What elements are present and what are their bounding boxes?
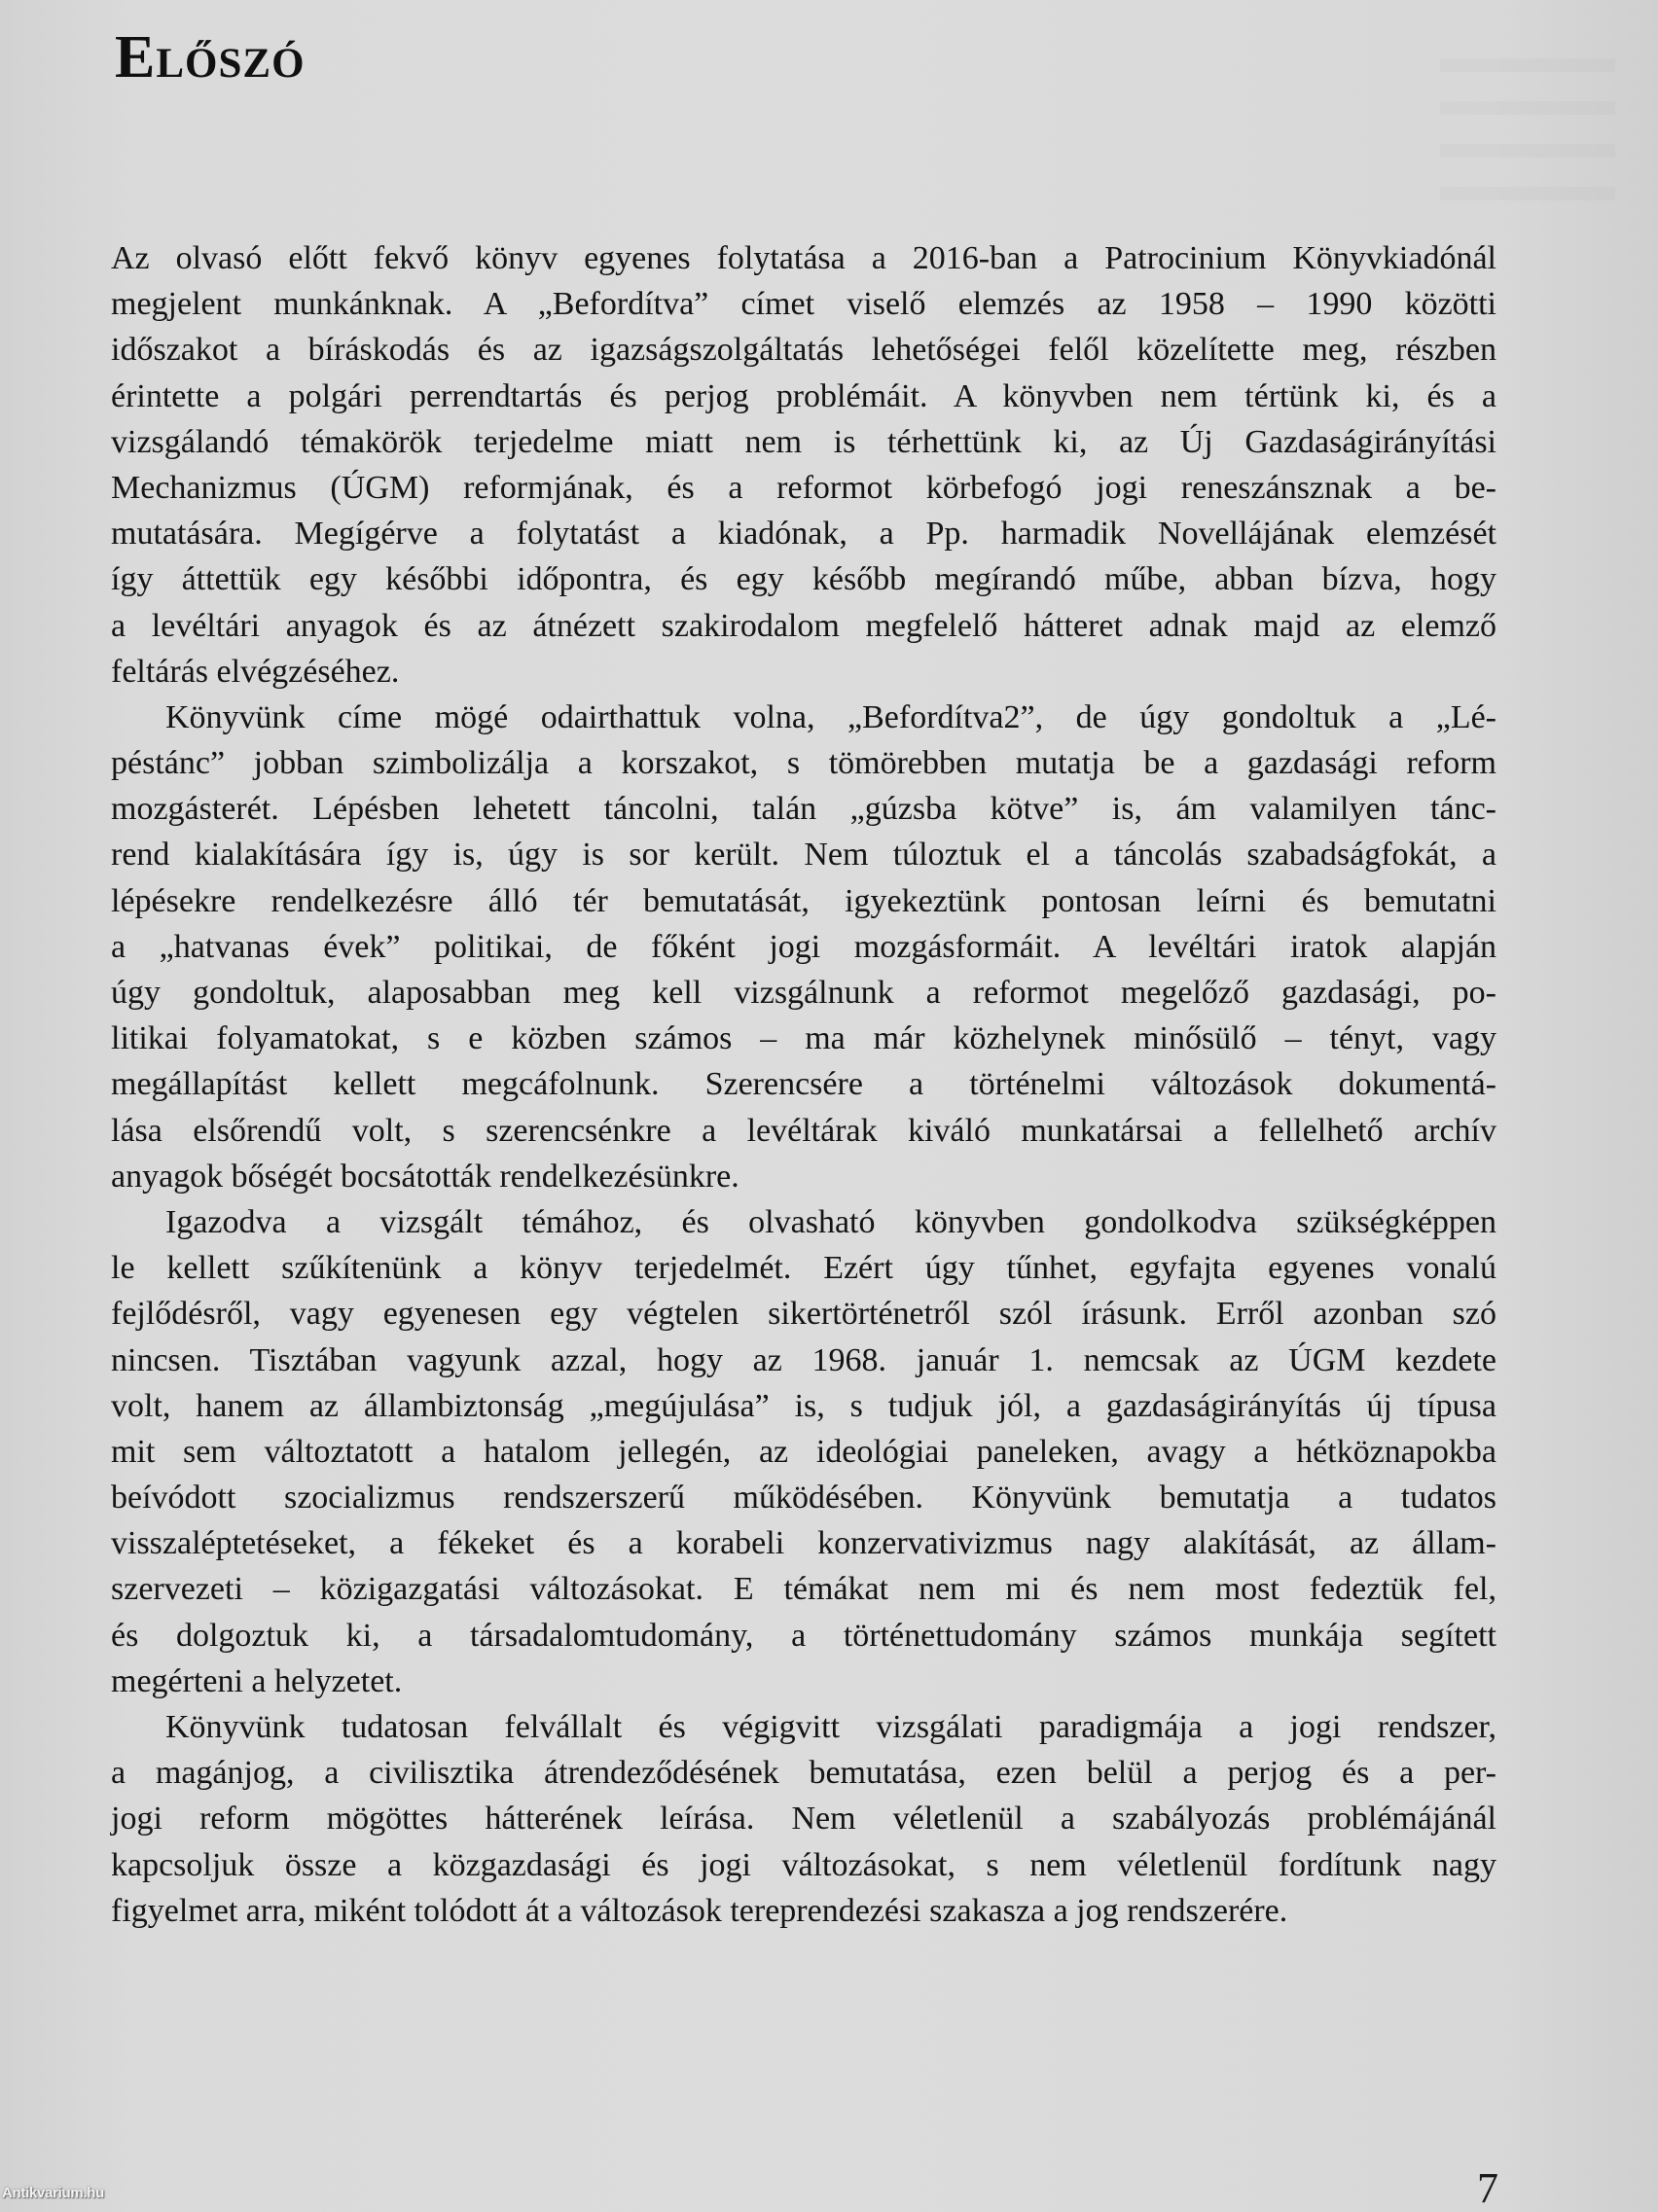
bleed-through-text	[1440, 29, 1615, 224]
text-line: Mechanizmus (ÚGM) reformjának, és a reformot körbefogó jogi reneszánsznak a be-	[111, 469, 1496, 506]
text-line: megállapítást kellett megcáfolnunk. Szerencsére a történelmi változások dokumentá-	[111, 1066, 1496, 1103]
text-line: mutatására. Megígérve a folytatást a kiadónak, a Pp. harmadik Novellájának elemzését	[111, 516, 1496, 553]
text-line: Igazodva a vizsgált témához, és olvasható könyvben gondolkodva szükségképpen	[165, 1203, 1496, 1240]
text-line: litikai folyamatokat, s e közben számos – ma már közhelynek minősülő – tényt, vagy	[111, 1020, 1496, 1057]
text-line: visszaléptetéseket, a fékeket és a korabeli konzervativizmus nagy alakítását, az állam-	[111, 1525, 1496, 1562]
text-line: mozgásterét. Lépésben lehetett táncolni, talán „gúzsba kötve” is, ám valamilyen tánc-	[111, 791, 1496, 828]
paragraph	[111, 1704, 1496, 1934]
chapter-heading: Előszó	[115, 24, 306, 90]
text-line: jogi reform mögöttes hátterének leírása. Nem véletlenül a szabályozás problémájánál	[111, 1801, 1496, 1837]
text-line: lása elsőrendű volt, s szerencsénkre a levéltárak kiváló munkatársai a fellelhető archív	[111, 1112, 1496, 1149]
text-line: Az olvasó előtt fekvő könyv egyenes folytatása a 2016-ban a Patrocinium Könyvkiadónál	[111, 240, 1496, 276]
text-line: a magánjog, a civilisztika átrendeződésének bemutatása, ezen belül a perjog és a per-	[111, 1755, 1496, 1792]
text-line: Könyvünk tudatosan felvállalt és végigvitt vizsgálati paradigmája a jogi rendszer,	[165, 1709, 1496, 1745]
text-line: figyelmet arra, miként tolódott át a változások tereprendezési szakasza a jog rendszerére.	[111, 1892, 1288, 1929]
text-line: péstánc” jobban szimbolizálja a korszakot, s tömörebben mutatja be a gazdasági reform	[111, 745, 1496, 782]
text-line: időszakot a bíráskodás és az igazságszolgáltatás lehetőségei felől közelítette meg, részben	[111, 332, 1496, 369]
text-line: beívódott szocializmus rendszerszerű működésében. Könyvünk bemutatja a tudatos	[111, 1480, 1496, 1516]
text-line: kapcsoljuk össze a közgazdasági és jogi változásokat, s nem véletlenül fordítunk nagy	[111, 1846, 1496, 1883]
text-line: és dolgoztuk ki, a társadalomtudomány, a történettudomány számos munkája segített	[111, 1617, 1496, 1654]
text-line: a levéltári anyagok és az átnézett szakirodalom megfelelő hátteret adnak majd az elemző	[111, 607, 1496, 644]
text-line: érintette a polgári perrendtartás és perjog problémáit. A könyvben nem tértünk ki, és a	[111, 377, 1496, 414]
text-line: rend kialakítására így is, úgy is sor került. Nem túloztuk el a táncolás szabadságfokát, a	[111, 837, 1496, 874]
paragraph	[111, 235, 1496, 695]
text-line: mit sem változtatott a hatalom jellegén, az ideológiai paneleken, avagy a hétköznapokba	[111, 1433, 1496, 1470]
text-line: lépésekre rendelkezésre álló tér bemutatását, igyekeztünk pontosan leírni és bemutatni	[111, 882, 1496, 919]
watermark: Antikvarium.hu	[2, 2185, 104, 2201]
text-line: így áttettük egy későbbi időpontra, és egy később megírandó műbe, abban bízva, hogy	[111, 561, 1496, 598]
paragraph	[111, 695, 1496, 1199]
text-line: le kellett szűkítenünk a könyv terjedelmét. Ezért úgy tűnhet, egyfajta egyenes vonalú	[111, 1250, 1496, 1287]
page-number: 7	[1477, 2164, 1498, 2212]
text-line: megjelent munkánknak. A „Befordítva” címet viselő elemzés az 1958 – 1990 közötti	[111, 286, 1496, 323]
text-line: úgy gondoltuk, alaposabban meg kell vizsgálnunk a reformot megelőző gazdasági, po-	[111, 975, 1496, 1011]
text-line: vizsgálandó témakörök terjedelme miatt nem is térhettünk ki, az Új Gazdaságirányítási	[111, 423, 1496, 460]
text-line: feltárás elvégzéséhez.	[111, 653, 400, 690]
text-line: nincsen. Tisztában vagyunk azzal, hogy az 1968. január 1. nemcsak az ÚGM kezdete	[111, 1341, 1496, 1378]
paragraph	[111, 1199, 1496, 1704]
text-line: Könyvünk címe mögé odairthattuk volna, „Befordítva2”, de úgy gondoltuk a „Lé-	[165, 698, 1496, 735]
text-line: a „hatvanas évek” politikai, de főként jogi mozgásformáit. A levéltári iratok alapján	[111, 928, 1496, 965]
text-line: anyagok bőségét bocsátották rendelkezésünkre.	[111, 1158, 739, 1195]
body-text	[111, 235, 1496, 1934]
text-line: volt, hanem az állambiztonság „megújulása” is, s tudjuk jól, a gazdaságirányítás új típusa	[111, 1387, 1496, 1424]
text-line: megérteni a helyzetet.	[111, 1662, 403, 1699]
text-line: fejlődésről, vagy egyenesen egy végtelen sikertörténetről szól írásunk. Erről azonban szó	[111, 1296, 1496, 1333]
text-line: szervezeti – közigazgatási változásokat. E témákat nem mi és nem most fedeztük fel,	[111, 1571, 1496, 1608]
